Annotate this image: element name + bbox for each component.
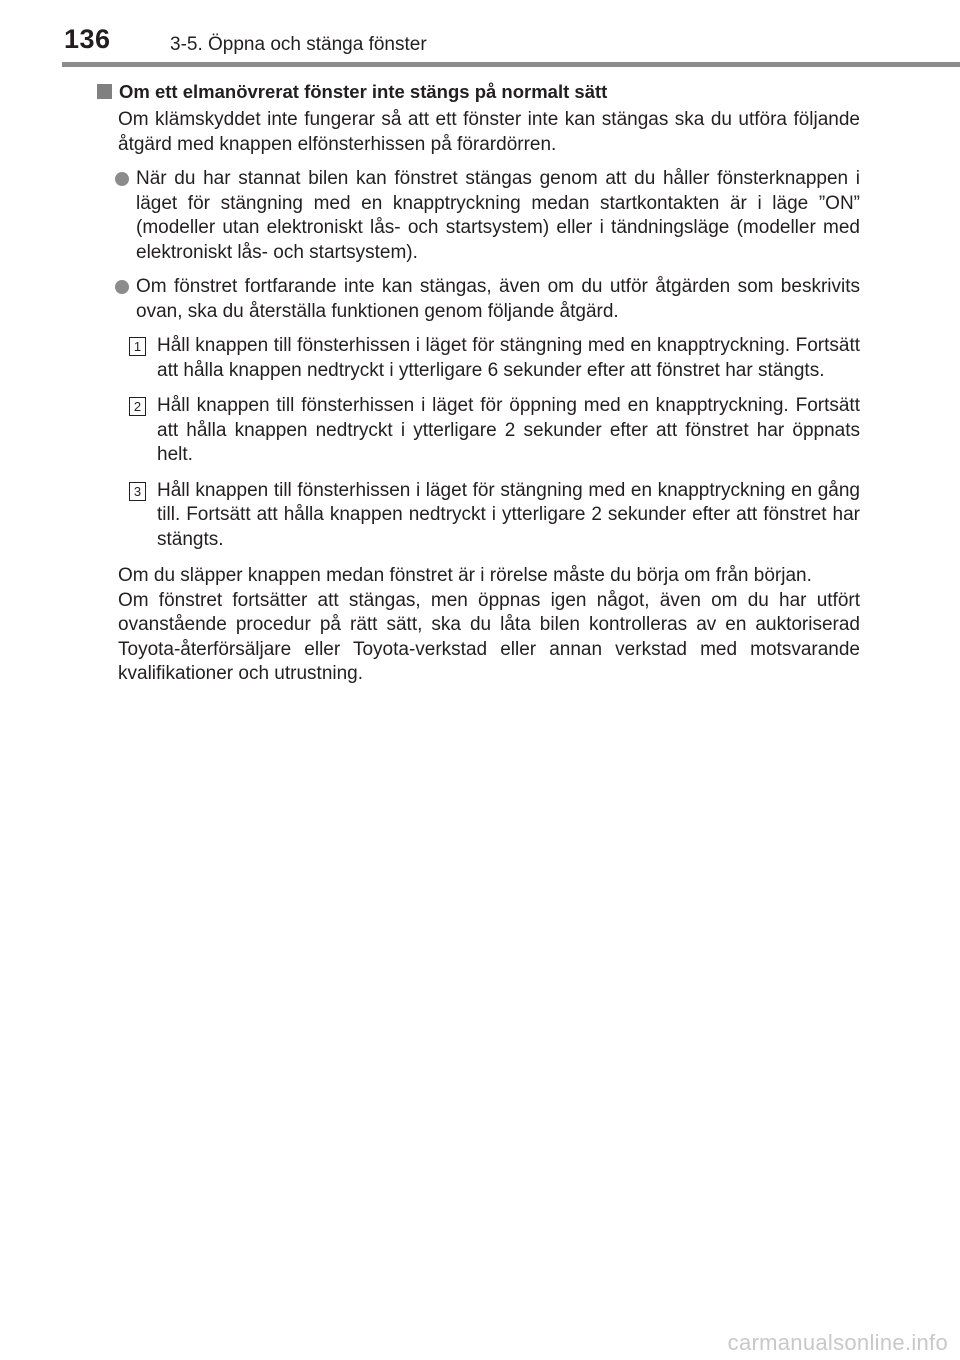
step-item: [96, 394, 860, 468]
step-text: Håll knappen till fönsterhissen i läget för öppning med en knapptryckning. Fortsätt att hålla knappen nedtryckt i ytterligare 2 sekunder efter att fönstret har öppnats helt.: [157, 395, 860, 465]
step-number-badge: 1: [129, 337, 146, 356]
intro-paragraph: Om klämskyddet inte fungerar så att ett fönster inte kan stängas ska du utföra följande åtgärd med knappen elfönsterhissen på förardörren.: [118, 109, 860, 155]
section-heading: [96, 80, 860, 104]
closing-text-2: Om fönstret fortsätter att stängas, men öppnas igen något, även om du har utfört ovanstående procedur på rätt sätt, ska du låta bilen kontrolleras av en auktoriserad Toyota-återförsäljare eller Toyota-verkstad eller annan verkstad med motsvarande kvalifikationer och utrustning.: [118, 589, 860, 684]
closing-paragraph: [96, 564, 860, 687]
watermark: carmanualsonline.info: [727, 1330, 948, 1355]
circle-bullet-icon: [115, 172, 129, 186]
closing-text-1: Om du släpper knappen medan fönstret är i rörelse måste du börja om från början.: [118, 565, 812, 586]
header-rule: [62, 62, 960, 67]
step-text: Håll knappen till fönsterhissen i läget för stängning med en knapptryckning en gång till. Fortsätt att hålla knappen nedtryckt i ytterligare 2 sekunder efter att fönstret har stängts.: [157, 479, 860, 550]
page-header: [62, 22, 960, 58]
bullet-item: [96, 167, 860, 265]
bullet-item: [96, 275, 860, 324]
step-item: [96, 479, 860, 553]
step-text: Håll knappen till fönsterhissen i läget för stängning med en knapptryckning. Fortsätt att hålla knappen nedtryckt i ytterligare 6 sekunder efter att fönstret har stängts.: [157, 335, 860, 381]
section-heading-text: Om ett elmanövrerat fönster inte stängs på normalt sätt: [119, 81, 608, 102]
step-item: [96, 334, 860, 383]
page-number: 136: [64, 24, 111, 54]
square-bullet-icon: [97, 84, 112, 99]
section-title: 3-5. Öppna och stänga fönster: [170, 34, 427, 55]
bullet-text: När du har stannat bilen kan fönstret stängas genom att du håller fönsterknappen i läget för stängning med en knapptryckning medan startkontakten är i läge ”ON” (modeller utan elektroniskt lås- och startsystem) eller i tändningsläge (modeller med elektroniskt lås- och startsystem).: [136, 168, 860, 263]
circle-bullet-icon: [115, 280, 129, 294]
step-number-badge: 3: [129, 482, 146, 501]
bullet-text: Om fönstret fortfarande inte kan stängas, även om du utför åtgärden som beskrivits ovan, ska du återställa funktionen genom följande åtgärd.: [136, 276, 860, 322]
page-content: [96, 80, 860, 687]
step-number-badge: 2: [129, 397, 146, 416]
